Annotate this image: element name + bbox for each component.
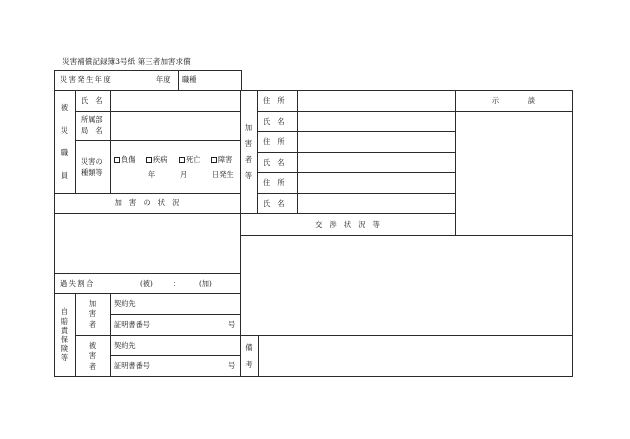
fault-victim-part: (被) xyxy=(140,279,153,288)
perp-cert-label: 証明書番号 xyxy=(114,320,150,329)
victim-cert-suffix: 号 xyxy=(228,361,236,370)
job-type-label: 職種 xyxy=(182,75,197,84)
option-injury-label: 負傷 xyxy=(121,155,136,164)
ins-char-1: 自 xyxy=(60,307,69,317)
perp-char-3: 者 xyxy=(244,155,253,164)
victim-dept-label-1: 所属部 xyxy=(81,115,103,124)
ins-perp-char-2: 害 xyxy=(88,309,97,319)
perp-name-1: 氏 名 xyxy=(263,117,285,126)
fault-perp-part: (加) xyxy=(199,279,212,288)
victim-cert-label: 証明書番号 xyxy=(114,361,150,370)
perp-address-1: 住 所 xyxy=(263,96,285,105)
date-year: 年 xyxy=(148,170,156,179)
ins-perp-label xyxy=(75,293,110,335)
option-illness[interactable] xyxy=(146,156,167,163)
ins-char-5: 険 xyxy=(60,344,69,354)
option-death-label: 死亡 xyxy=(186,155,201,164)
option-death[interactable] xyxy=(179,156,200,163)
option-disability-label: 障害 xyxy=(218,155,233,164)
remarks-label xyxy=(240,335,258,377)
ins-victim-char-2: 害 xyxy=(88,351,97,361)
checkbox-icon[interactable] xyxy=(114,157,120,163)
disaster-type-label-2: 種類等 xyxy=(81,168,103,177)
date-day: 日発生 xyxy=(212,170,234,179)
ins-char-6: 等 xyxy=(60,353,69,363)
victim-char-1: 被 xyxy=(60,102,69,112)
harm-status-header: 加 害 の 状 況 xyxy=(114,198,180,207)
ins-char-4: 保 xyxy=(60,335,69,344)
option-injury[interactable] xyxy=(114,156,135,163)
perp-address-3: 住 所 xyxy=(263,178,285,187)
victim-char-3: 職 xyxy=(60,148,69,158)
disaster-type-label-1: 災害の xyxy=(81,157,103,166)
perp-address-2: 住 所 xyxy=(263,137,285,146)
perp-cert-suffix: 号 xyxy=(228,320,236,329)
remarks-char-2: 考 xyxy=(245,359,253,369)
victim-char-2: 災 xyxy=(60,125,69,135)
victim-contract-label: 契約先 xyxy=(114,341,136,350)
form-title: 災害補償記録簿3号紙 第三者加害求償 xyxy=(62,57,191,66)
ins-victim-char-3: 者 xyxy=(88,361,97,371)
victim-name-label: 氏 名 xyxy=(81,96,103,105)
victim-dept-label-2: 局 名 xyxy=(81,126,103,135)
perp-char-1: 加 xyxy=(244,122,253,132)
negotiation-header: 交 渉 状 況 等 xyxy=(315,220,380,229)
ins-perp-char-1: 加 xyxy=(88,299,97,309)
checkbox-icon[interactable] xyxy=(146,157,152,163)
checkbox-icon[interactable] xyxy=(211,157,217,163)
perp-contract-label: 契約先 xyxy=(114,299,136,308)
fiscal-year-label: 年度 xyxy=(156,75,171,84)
ins-perp-char-3: 者 xyxy=(88,319,97,329)
perpetrator-vertical-label xyxy=(240,90,257,213)
victim-vertical-label xyxy=(54,90,75,193)
remarks-char-1: 備 xyxy=(245,342,253,352)
option-disability[interactable] xyxy=(211,156,232,163)
insurance-vertical-label xyxy=(54,293,75,377)
ins-char-2: 賠 xyxy=(60,316,69,326)
fault-colon: ： xyxy=(173,279,181,288)
perp-name-3: 氏 名 xyxy=(263,199,285,208)
option-illness-label: 疾病 xyxy=(153,155,168,164)
fault-ratio-label: 過失割合 xyxy=(60,279,95,288)
checkbox-icon[interactable] xyxy=(179,157,185,163)
perp-char-2: 害 xyxy=(244,138,253,148)
perp-char-4: 等 xyxy=(244,171,253,181)
disaster-year-label: 災害発生年度 xyxy=(60,75,113,84)
victim-char-4: 員 xyxy=(60,171,69,181)
ins-victim-char-1: 被 xyxy=(88,341,97,351)
perp-name-2: 氏 名 xyxy=(263,158,285,167)
ins-victim-label xyxy=(75,335,110,377)
ins-char-3: 責 xyxy=(60,325,69,335)
date-month: 月 xyxy=(180,170,188,179)
notice-header: 示 談 xyxy=(491,96,536,105)
